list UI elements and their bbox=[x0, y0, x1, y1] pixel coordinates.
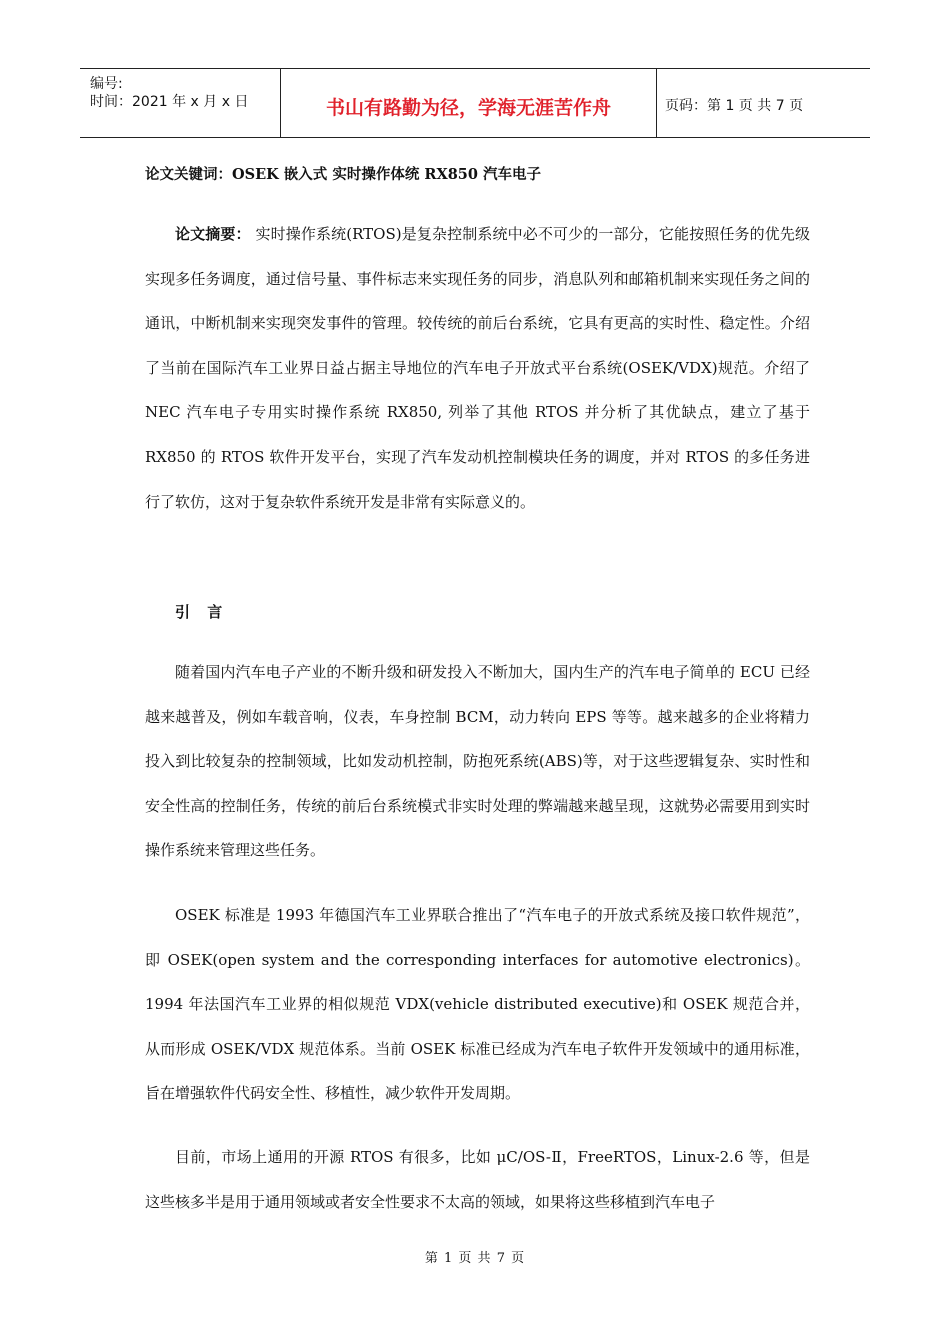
body-paragraph: 随着国内汽车电子产业的不断升级和研发投入不断加大，国内生产的汽车电子简单的 ECU 已经越来越普及，例如车载音响，仪表，车身控制 BCM，动力转向 EPS 等等。越来越多的企业将精力投入到比较复杂的控制领域，比如发动机控制，防抱死系统(ABS)等，对于这些逻辑复杂、实时性和安全性高的控制任务，传统的前后台系统模式非实时处理的弊端越来越呈现，这就势必需要用到实时操作系统来管理这些任务。 bbox=[145, 663, 810, 860]
serial-number-label: 编号: bbox=[90, 76, 123, 92]
keywords-line: 论文关键词：OSEK 嵌入式 实时操作体统 RX850 汽车电子 bbox=[145, 166, 542, 183]
header-info-cell bbox=[80, 69, 281, 137]
section-heading: 引 言 bbox=[175, 603, 229, 621]
document-header bbox=[80, 68, 870, 138]
page-footer: 第 1 页 共 7 页 bbox=[424, 1251, 526, 1266]
header-motto: 书山有路勤为径，学海无涯苦作舟 bbox=[325, 97, 611, 119]
body-paragraph: 目前，市场上通用的开源 RTOS 有很多，比如 μC/OS-Ⅱ，FreeRTOS，Linux-2.6 等，但是这些核多半是用于通用领域或者安全性要求不太高的领域，如果将这些移植到汽车电子 bbox=[145, 1148, 810, 1211]
abstract-label: 论文摘要： bbox=[175, 225, 251, 243]
date-label: 时间：2021 年 x 月 x 日 bbox=[90, 94, 249, 110]
header-page-cell bbox=[657, 69, 870, 137]
abstract-text: 实时操作系统(RTOS)是复杂控制系统中必不可少的一部分，它能按照任务的优先级实现多任务调度，通过信号量、事件标志来实现任务的同步，消息队列和邮箱机制来实现任务之间的通讯，中断机制来实现突发事件的管理。较传统的前后台系统，它具有更高的实时性、稳定性。介绍了当前在国际汽车工业界日益占据主导地位的汽车电子开放式平台系统(OSEK/VDX)规范。介绍了 NEC 汽车电子专用实时操作系统 RX850, 列举了其他 RTOS 并分析了其优缺点，建立了基于 RX850 的 RTOS 软件开发平台，实现了汽车发动机控制模块任务的调度，并对 RTOS 的多任务进行了软仿，这对于复杂软件系统开发是非常有实际意义的。 bbox=[145, 225, 810, 511]
body-paragraph: OSEK 标准是 1993 年德国汽车工业界联合推出了“汽车电子的开放式系统及接口软件规范”，即 OSEK(open system and the corresponding interfaces for automotive electronics)。1994 年法国汽车工业界的相似规范 VDX(vehicle distributed executive)和 OSEK 规范合并，从而形成 OSEK/VDX 规范体系。当前 OSEK 标准已经成为汽车电子软件开发领域中的通用标准，旨在增强软件代码安全性、移植性，减少软件开发周期。 bbox=[145, 906, 810, 1103]
page-code: 页码：第 1 页 共 7 页 bbox=[665, 98, 804, 114]
header-motto-cell bbox=[281, 69, 657, 137]
abstract-paragraph bbox=[145, 212, 810, 524]
